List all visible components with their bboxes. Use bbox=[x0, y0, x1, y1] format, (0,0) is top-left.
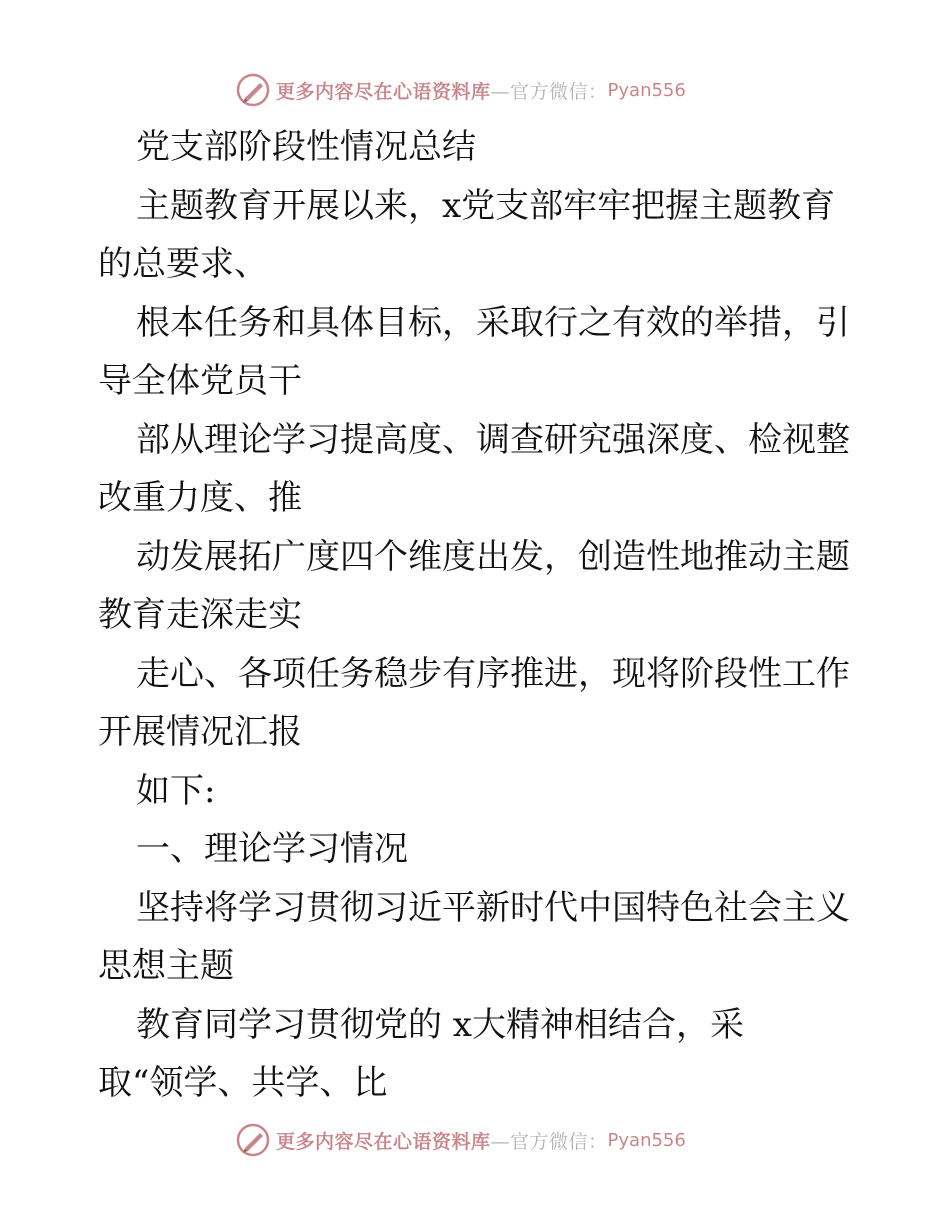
header-watermark bbox=[236, 72, 686, 108]
doc-title: 党支部阶段性情况总结 bbox=[136, 127, 476, 167]
paragraph-line: 动发展拓广度四个维度出发，创造性地推动主题 bbox=[136, 536, 850, 577]
pen-logo-icon bbox=[236, 1123, 270, 1157]
paragraph-line: 教育同学习贯彻党的 x大精神相结合，采 bbox=[136, 1004, 744, 1045]
paragraph-line: 坚持将学习贯彻习近平新时代中国特色社会主义 bbox=[136, 887, 850, 928]
watermark-sub-text: —官方微信： bbox=[490, 1130, 608, 1153]
watermark-wechat-id: Pyan556 bbox=[607, 1129, 686, 1151]
paragraph-line: 主题教育开展以来，x党支部牢牢把握主题教育 bbox=[136, 185, 836, 226]
paragraph-line: 教育走深走实 bbox=[98, 595, 302, 635]
paragraph-line: 思想主题 bbox=[98, 946, 234, 986]
pen-logo-icon bbox=[236, 73, 270, 107]
watermark-sub-text: —官方微信： bbox=[490, 80, 608, 103]
paragraph-line: 开展情况汇报 bbox=[98, 712, 302, 752]
footer-watermark bbox=[236, 1122, 686, 1158]
paragraph-line: 取“领学、共学、比 bbox=[98, 1063, 388, 1103]
paragraph-line: 导全体党员干 bbox=[98, 361, 302, 401]
watermark-main-text: 更多内容尽在心语资料库 bbox=[276, 1130, 491, 1153]
paragraph-line: 的总要求、 bbox=[98, 244, 268, 284]
paragraph-line: 改重力度、推 bbox=[98, 478, 302, 518]
paragraph-line: 根本任务和具体目标，采取行之有效的举措，引 bbox=[136, 302, 850, 343]
watermark-wechat-id: Pyan556 bbox=[607, 79, 686, 101]
watermark-main-text: 更多内容尽在心语资料库 bbox=[276, 80, 491, 103]
paragraph-line: 如下: bbox=[136, 770, 216, 811]
paragraph-line: 部从理论学习提高度、调查研究强深度、检视整 bbox=[136, 419, 850, 460]
document-body bbox=[98, 118, 858, 1113]
paragraph-line: 走心、各项任务稳步有序推进，现将阶段性工作 bbox=[136, 653, 850, 694]
section-heading: 一、理论学习情况 bbox=[136, 829, 408, 869]
